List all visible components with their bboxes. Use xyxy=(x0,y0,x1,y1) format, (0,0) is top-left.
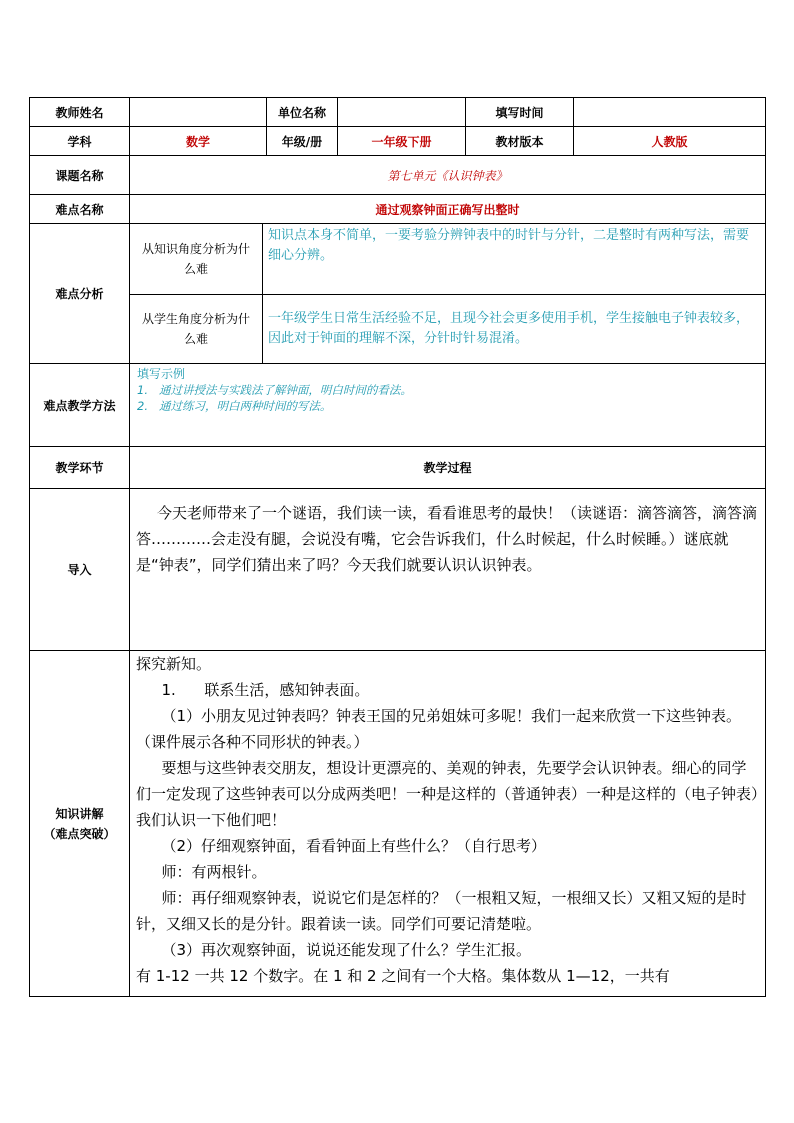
difficulty-value: 通过观察钟面正确写出整时 xyxy=(130,195,766,224)
methods-row xyxy=(30,364,766,447)
grade-value: 一年级下册 xyxy=(338,127,466,156)
subject-value: 数学 xyxy=(130,127,267,156)
grade-label: 年级/册 xyxy=(267,127,338,156)
knowledge-label: 知识讲解 xyxy=(55,806,104,821)
method-item: 1. 通过讲授法与实践法了解钟面，明白时间的看法。 xyxy=(137,383,412,397)
intro-label: 导入 xyxy=(30,489,130,651)
paragraph: 有 1-12 一共 12 个数字。在 1 和 2 之间有一个大格。集体数从 1—12，一共有 xyxy=(136,967,670,985)
process-header-row xyxy=(30,447,766,489)
edition-label: 教材版本 xyxy=(466,127,574,156)
methods-label: 难点教学方法 xyxy=(30,364,130,447)
difficulty-label: 难点名称 xyxy=(30,195,130,224)
intro-row xyxy=(30,489,766,651)
knowledge-content xyxy=(130,651,766,997)
process-label: 教学过程 xyxy=(130,447,766,489)
header-row-2 xyxy=(30,127,766,156)
paragraph: 师：有两根针。 xyxy=(161,863,267,881)
analysis-row-student xyxy=(30,295,766,364)
knowledge-row xyxy=(30,651,766,997)
teacher-name-label: 教师姓名 xyxy=(30,98,130,127)
lesson-title-row xyxy=(30,156,766,195)
lesson-plan-table xyxy=(29,97,766,997)
student-angle-text: 一年级学生日常生活经验不足，且现今社会更多使用手机，学生接触电子钟表较多，因此对于钟面的理解不深，分针时针易混淆。 xyxy=(263,295,766,364)
subject-label: 学科 xyxy=(30,127,130,156)
knowledge-sublabel: （难点突破） xyxy=(43,826,116,841)
lesson-title-value: 第七单元《认识钟表》 xyxy=(130,156,766,195)
method-item: 2. 通过练习，明白两种时间的写法。 xyxy=(137,399,332,413)
unit-name-value xyxy=(338,98,466,127)
intro-content xyxy=(130,489,766,651)
paragraph: （3）再次观察钟面，说说还能发现了什么？学生汇报。 xyxy=(161,941,532,959)
fill-time-value xyxy=(574,98,766,127)
example-header: 填写示例 xyxy=(137,367,186,381)
paragraph: （1）小朋友见过钟表吗？钟表王国的兄弟姐妹可多呢！我们一起来欣赏一下这些钟表。（课件展示各种不同形状的钟表。） xyxy=(136,707,742,751)
paragraph: 要想与这些钟表交朋友，想设计更漂亮的、美观的钟表，先要学会认识钟表。细心的同学们一定发现了这些钟表可以分成两类吧！一种是这样的（普通钟表）一种是这样的（电子钟表）我们认识一下他们吧！ xyxy=(136,759,759,829)
stage-label: 教学环节 xyxy=(30,447,130,489)
teacher-name-value xyxy=(130,98,267,127)
lesson-title-label: 课题名称 xyxy=(30,156,130,195)
paragraph: 师：再仔细观察钟表，说说它们是怎样的？（一根粗又短，一根细又长）又粗又短的是时针，又细又长的是分针。跟着读一读。同学们可要记清楚啦。 xyxy=(136,889,747,933)
methods-content xyxy=(130,364,766,447)
analysis-row-knowledge xyxy=(30,224,766,295)
header-row-1 xyxy=(30,98,766,127)
fill-time-label: 填写时间 xyxy=(466,98,574,127)
knowledge-label-cell xyxy=(30,651,130,997)
intro-text: 今天老师带来了一个谜语，我们读一读，看看谁思考的最快！（读谜语：滴答滴答，滴答滴答…………会走没有腿，会说没有嘴，它会告诉我们，什么时候起，什么时候睡。）谜底就是“钟表”，同学们猜出来了吗？今天我们就要认识认识钟表。 xyxy=(136,504,758,574)
paragraph: 1. 联系生活，感知钟表面。 xyxy=(161,681,370,699)
knowledge-angle-text: 知识点本身不简单，一要考验分辨钟表中的时针与分针，二是整时有两种写法，需要细心分辨。 xyxy=(263,224,766,295)
edition-value: 人教版 xyxy=(574,127,766,156)
student-angle-label: 从学生角度分析为什么难 xyxy=(130,295,263,364)
paragraph: （2）仔细观察钟面，看看钟面上有些什么？（自行思考） xyxy=(161,837,547,855)
knowledge-angle-label: 从知识角度分析为什么难 xyxy=(130,224,263,295)
paragraph: 探究新知。 xyxy=(136,655,212,673)
analysis-label: 难点分析 xyxy=(30,224,130,364)
difficulty-row xyxy=(30,195,766,224)
unit-name-label: 单位名称 xyxy=(267,98,338,127)
